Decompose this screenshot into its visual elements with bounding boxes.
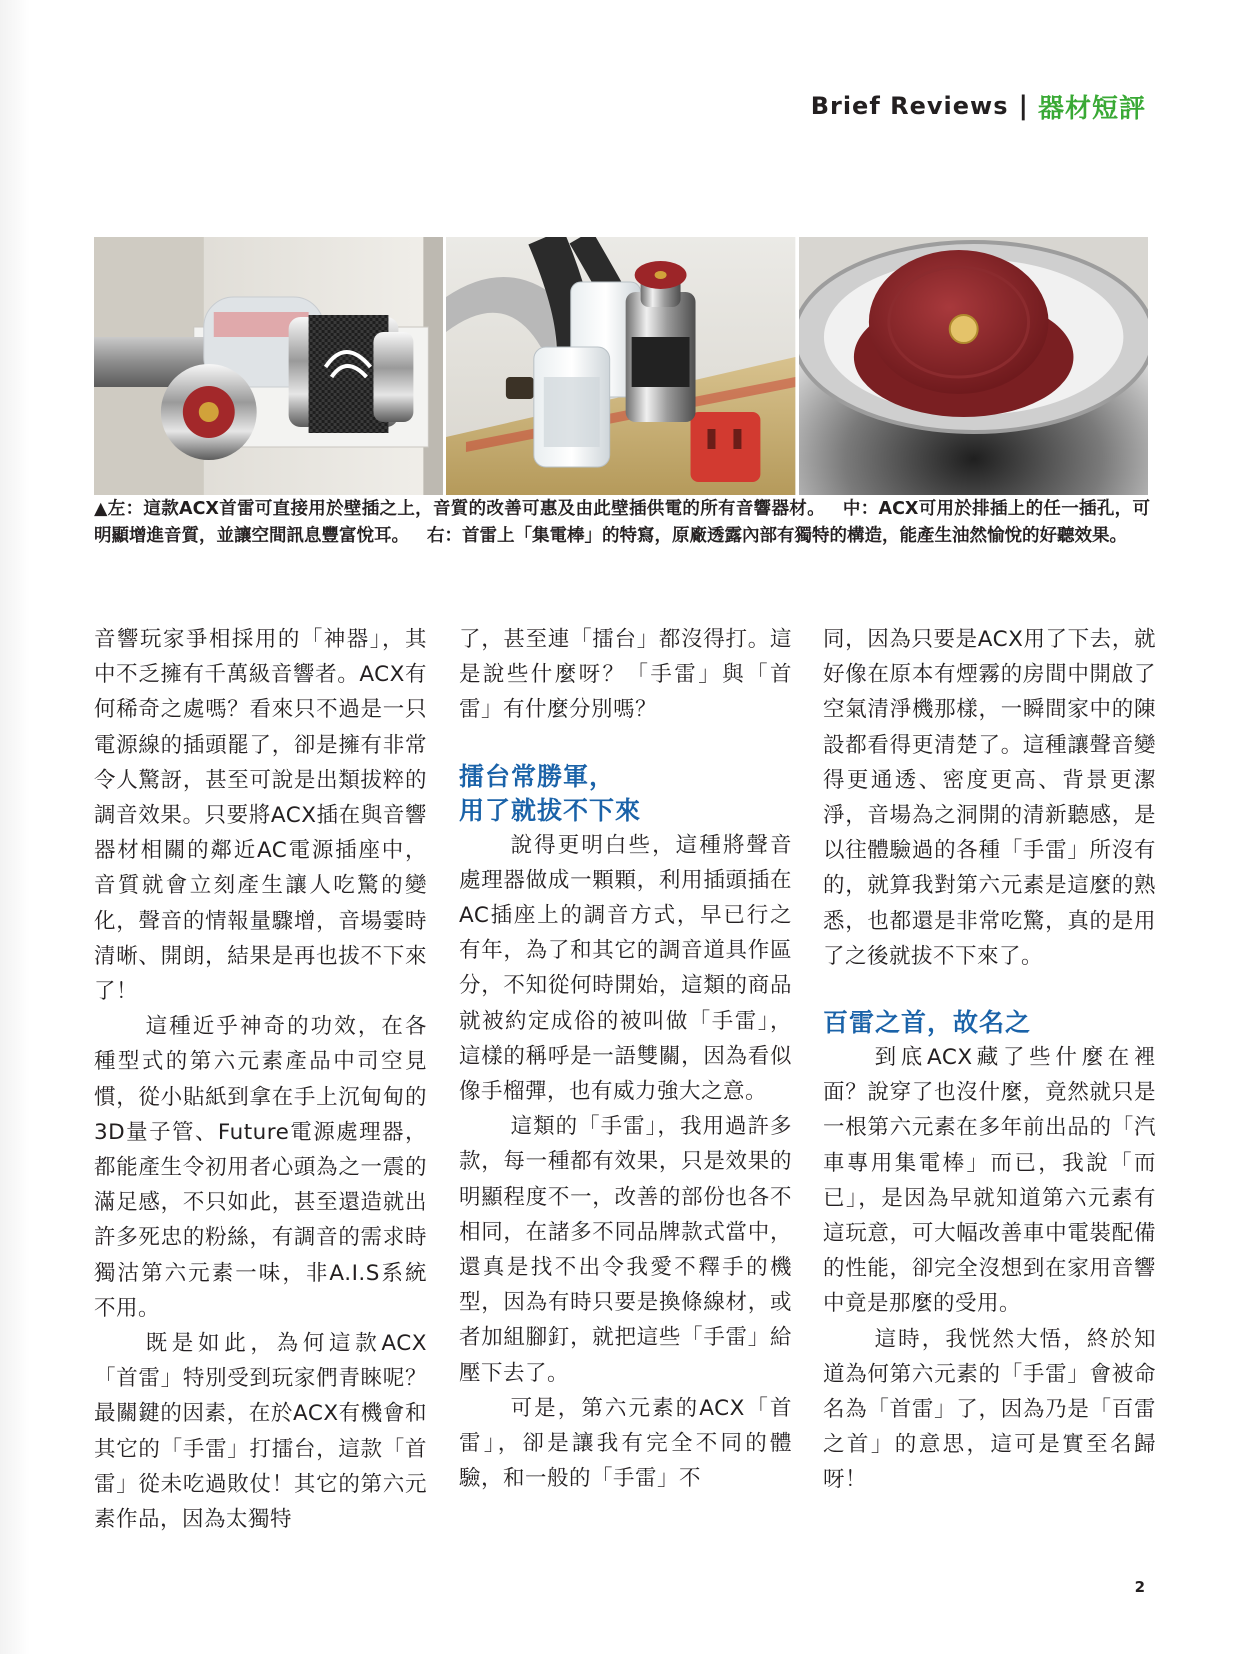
subheading-line-2: 用了就拔不下來 — [459, 795, 642, 825]
photo-power-strip — [446, 237, 795, 495]
article-column-1 — [94, 622, 427, 1537]
subheading: 百雷之首，故名之 — [823, 1008, 1032, 1038]
paragraph: 可是，第六元素的ACX「首雷」，卻是讓我有完全不同的體驗，和一般的「手雷」不 — [459, 1395, 792, 1492]
caption-left: ▲左：這款ACX首雷可直接用於壁插之上，音質的改善可惠及由此壁插供電的所有音響器材。 — [94, 499, 825, 519]
paragraph: 這類的「手雷」，我用過許多款，每一種都有效果，只是效果的明顯程度不一，改善的部份也各不相同，在諸多不同品牌款式當中，還真是找不出令我愛不釋手的機型，因為有時只要是換條線材，或者加組腳釘，就把這些「手雷」給壓下去了。 — [459, 1114, 792, 1386]
subheading — [459, 760, 792, 828]
paragraph: 說得更明白些，這種將聲音處理器做成一顆顆，利用插頭插在AC插座上的調音方式，早已行之有年，為了和其它的調音道具作區分，不知從何時開始，這類的商品就被約定成俗的被叫做「手雷」，這樣的稱呼是一語雙關，因為看似像手榴彈，也有威力強大之意。 — [459, 832, 792, 1105]
paragraph: 既是如此，為何這款ACX「首雷」特別受到玩家們青睞呢？最關鍵的因素，在於ACX有機會和其它的「手雷」打擂台，這款「首雷」從未吃過敗仗！其它的第六元素作品，因為太獨特 — [94, 1331, 427, 1533]
subheading-line-1: 擂台常勝軍， — [459, 761, 616, 791]
article-column-2 — [459, 622, 792, 1496]
page-number: 2 — [1134, 1578, 1145, 1596]
paragraph: 了，甚至連「擂台」都沒得打。這是說些什麼呀？「手雷」與「首雷」有什麼分別嗎？ — [459, 627, 792, 723]
paragraph: 這時，我恍然大悟，終於知道為何第六元素的「手雷」會被命名為「首雷」了，因為乃是「百雷之首」的意思，這可是實至名歸呀！ — [823, 1326, 1156, 1493]
photo-collector-rod-closeup — [799, 237, 1148, 495]
power-strip-illustration — [446, 237, 795, 495]
wall-socket-plug-illustration — [94, 237, 443, 495]
page-edge-shadow — [0, 0, 30, 1654]
paragraph: 同，因為只要是ACX用了下去，就好像在原本有煙霧的房間中開啟了空氣清淨機那樣，一瞬間家中的陳設都看得更清楚了。這種讓聲音變得更通透、密度更高、背景更潔淨，音場為之洞開的清新聽感，是以往體驗過的各種「手雷」所沒有的，就算我對第六元素是這麼的熟悉，也都還是非常吃驚，真的是用了之後就拔不下來了。 — [823, 627, 1156, 969]
paragraph: 這種近乎神奇的功效，在各種型式的第六元素產品中司空見慣，從小貼紙到拿在手上沉甸甸的3D量子管、Future電源處理器，都能產生令初用者心頭為之一震的滿足感，不只如此，甚至還造就出許多死忠的粉絲，有調音的需求時獨沽第六元素一味，非A.I.S系統不用。 — [94, 1014, 427, 1321]
section-title-english: Brief Reviews — [810, 92, 1009, 120]
photo-caption — [94, 496, 1150, 549]
photo-wall-socket-plug — [94, 237, 443, 495]
section-title-separator: | — [1018, 91, 1028, 121]
photo-strip — [94, 237, 1148, 495]
article-column-3 — [823, 622, 1156, 1498]
collector-rod-closeup-illustration — [799, 237, 1148, 495]
paragraph: 到底ACX藏了些什麼在裡面？說穿了也沒什麼，竟然就只是一根第六元素在多年前出品的「汽車專用集電棒」而已，我說「而已」，是因為早就知道第六元素有這玩意，可大幅改善車中電裝配備的性能，卻完全沒想到在家用音響中竟是那麼的受用。 — [823, 1045, 1156, 1317]
caption-middle: 中：ACX可用於排插上的任一插孔，可明顯增進音質，並讓空間訊息豐富悅耳。 — [94, 499, 1150, 546]
section-title-chinese: 器材短評 — [1037, 93, 1146, 124]
caption-right: 右：首雷上「集電棒」的特寫，原廠透露內部有獨特的構造，能產生油然愉悅的好聽效果。 — [427, 525, 1127, 546]
paragraph: 音響玩家爭相採用的「神器」，其中不乏擁有千萬級音響者。ACX有何稀奇之處嗎？看來只不過是一只電源線的插頭罷了，卻是擁有非常令人驚訝，甚至可說是出類拔粹的調音效果。只要將ACX插在與音響器材相關的鄰近AC電源插座中，音質就會立刻產生讓人吃驚的變化，聲音的情報量驟增，音場霎時清晰、開朗，結果是再也拔不下來了！ — [94, 627, 427, 1005]
section-header — [811, 86, 1146, 126]
